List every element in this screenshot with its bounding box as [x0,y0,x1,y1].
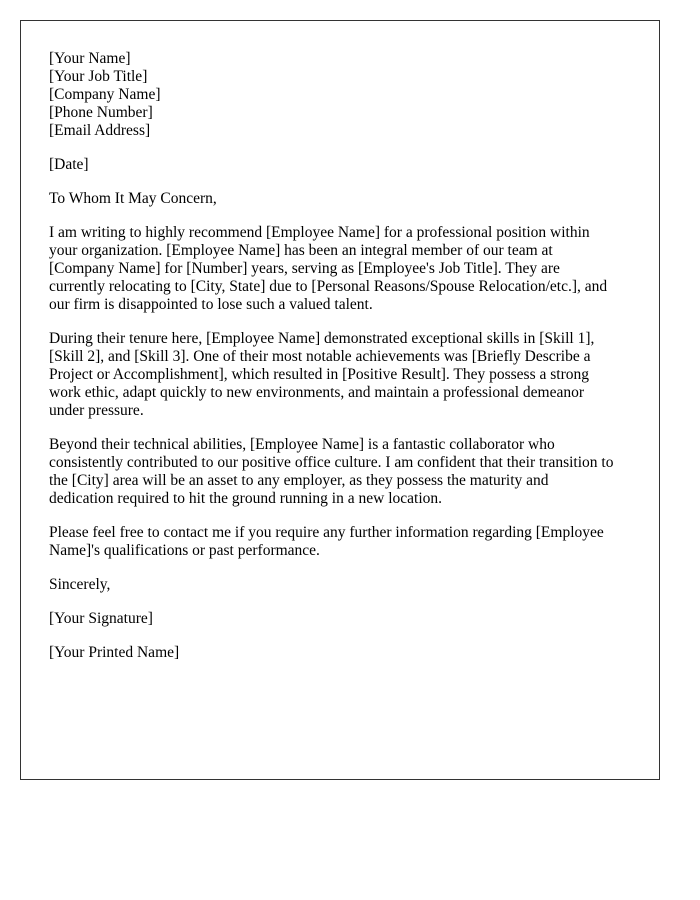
body-paragraph-4 [49,524,639,560]
sender-phone: [Phone Number] [49,104,153,121]
printed-name [49,644,639,662]
paragraph-line: your organization. [Employee Name] has been an integral member of our team at [49,242,553,259]
date-text: [Date] [49,156,89,173]
sender-block [49,50,639,140]
body-paragraph-3 [49,436,639,508]
paragraph-line: Please feel free to contact me if you require any further information regarding [Employee [49,524,604,541]
sender-company: [Company Name] [49,86,161,103]
closing [49,576,639,594]
paragraph-line: dedication required to hit the ground running in a new location. [49,490,442,507]
paragraph-line: our firm is disappointed to lose such a valued talent. [49,296,373,313]
sender-name: [Your Name] [49,50,131,67]
printed-name-text: [Your Printed Name] [49,644,180,661]
letter-page [20,20,660,780]
paragraph-line: Project or Accomplishment], which resulted in [Positive Result]. They possess a strong [49,366,589,383]
paragraph-line: Beyond their technical abilities, [Employee Name] is a fantastic collaborator who [49,436,555,453]
paragraph-line: During their tenure here, [Employee Name] demonstrated exceptional skills in [Skill 1], [49,330,595,347]
paragraph-line: work ethic, adapt quickly to new environments, and maintain a professional demeanor [49,384,585,401]
letter-content [49,50,639,678]
closing-text: Sincerely, [49,576,111,593]
letter-date [49,156,639,174]
sender-email: [Email Address] [49,122,151,139]
salutation [49,190,639,208]
body-paragraph-2 [49,330,639,420]
salutation-text: To Whom It May Concern, [49,190,217,207]
sender-job-title: [Your Job Title] [49,68,148,85]
paragraph-line: consistently contributed to our positive office culture. I am confident that their transition to [49,454,614,471]
paragraph-line: Name]'s qualifications or past performance. [49,542,320,559]
paragraph-line: I am writing to highly recommend [Employee Name] for a professional position within [49,224,590,241]
paragraph-line: under pressure. [49,402,144,419]
paragraph-line: currently relocating to [City, State] due to [Personal Reasons/Spouse Relocation/etc.], and [49,278,608,295]
signature-text: [Your Signature] [49,610,153,627]
paragraph-line: [Company Name] for [Number] years, serving as [Employee's Job Title]. They are [49,260,560,277]
body-paragraph-1 [49,224,639,314]
paragraph-line: the [City] area will be an asset to any employer, as they possess the maturity and [49,472,549,489]
signature [49,610,639,628]
paragraph-line: [Skill 2], and [Skill 3]. One of their most notable achievements was [Briefly Describe a [49,348,591,365]
